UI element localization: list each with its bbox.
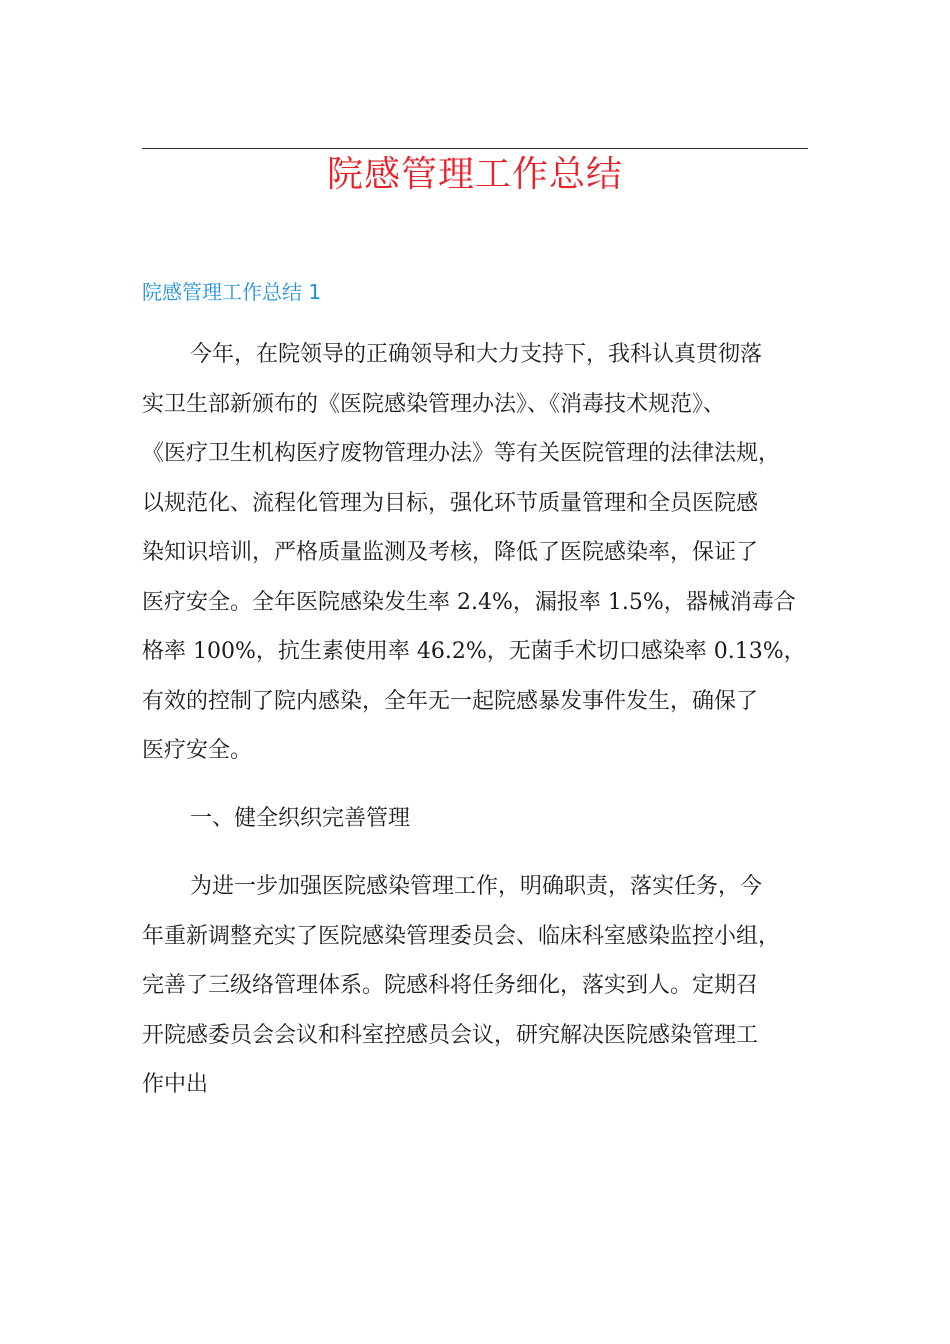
paragraph-line: 格率 100%，抗生素使用率 46.2%，无菌手术切口感染率 0.13%，	[142, 639, 806, 664]
paragraph-line: 开院感委员会会议和科室控感员会议，研究解决医院感染管理工	[142, 1022, 759, 1048]
paragraph-line: 年重新调整充实了医院感染管理委员会、临床科室感染监控小组，	[142, 923, 781, 949]
paragraph-line: 染知识培训，严格质量监测及考核，降低了医院感染率，保证了	[142, 540, 759, 565]
paragraph-line: 完善了三级络管理体系。院感科将任务细化，落实到人。定期召	[142, 973, 759, 998]
document-title: 院感管理工作总结	[326, 154, 623, 195]
title-rule	[142, 148, 808, 149]
paragraph-line: 以规范化、流程化管理为目标，强化环节质量管理和全员医院感	[142, 490, 759, 516]
paragraph-line: 实卫生部新颁布的《医院感染管理办法》、《消毒技术规范》、	[142, 391, 726, 417]
paragraph-line: 医疗安全。	[142, 738, 253, 763]
section-heading: 院感管理工作总结 1	[142, 280, 322, 304]
paragraph-1	[142, 330, 810, 776]
subheading-1: 一、健全织织完善管理	[190, 806, 411, 831]
paragraph-line: 今年，在院领导的正确领导和大力支持下，我科认真贯彻落	[190, 342, 763, 367]
paragraph-line: 医疗安全。全年医院感染发生率 2.4%，漏报率 1.5%，器械消毒合	[142, 589, 796, 615]
paragraph-line: 作中出	[142, 1072, 209, 1097]
paragraph-2	[142, 862, 810, 1110]
paragraph-line: 《医疗卫生机构医疗废物管理办法》等有关医院管理的法律法规，	[142, 441, 781, 466]
paragraph-line: 为进一步加强医院感染管理工作，明确职责，落实任务，今	[190, 874, 763, 899]
paragraph-line: 有效的控制了院内感染，全年无一起院感暴发事件发生，确保了	[142, 688, 759, 714]
